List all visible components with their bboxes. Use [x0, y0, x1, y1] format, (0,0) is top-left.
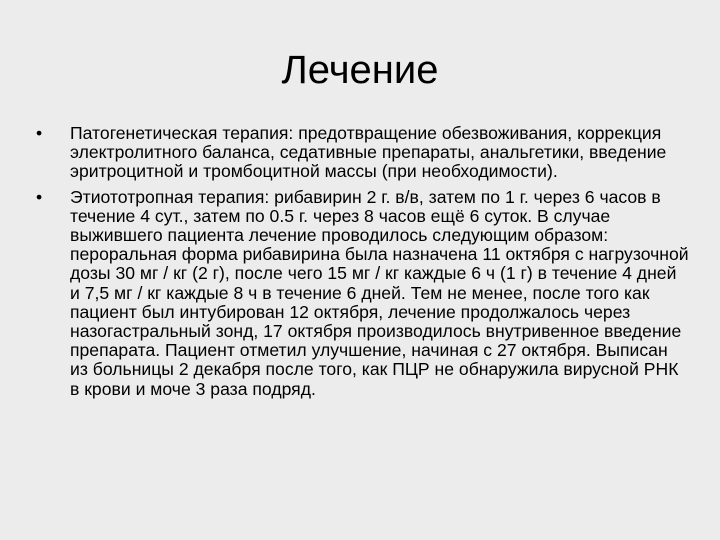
slide-title: Лечение	[281, 48, 439, 92]
bullet-list	[36, 124, 690, 405]
bullet-text: Патогенетическая терапия: предотвращение обезвоживания, коррекция электролитного баланса, седативные препараты, анальгетики, введение эритроцитной и тромбоцитной массы (при необходимости).	[70, 123, 667, 182]
bullet-icon: •	[36, 186, 43, 207]
bullet-icon: •	[36, 123, 43, 143]
bullet-item	[36, 188, 690, 399]
bullet-item	[36, 124, 690, 182]
bullet-text: Этиототропная терапия: рибавирин 2 г. в/в, затем по 1 г. через 6 часов в течение 4 сут., затем по 0.5 г. через 8 часов ещё 6 суток. В случае выжившего пациента лечение проводилось следующим образом: пероральная форма рибавирина была назначена 11 октября с нагрузочной дозы 30 мг / кг (2 г), после чего 15 мг / кг каждые 6 ч (1 г) в течение 4 дней и 7,5 мг / кг каждые 8 ч в течение 6 дней. Тем не менее, после того как пациент был интубирован 12 октября, лечение продолжалось через назогастральный зонд, 17 октября производилось внутривенное введение препарата. Пациент отметил улучшение, начиная с 27 октября. Выписан из больницы 2 декабря после того, как ПЦР не обнаружила вирусной РНК в крови и моче 3 раза подряд.	[70, 186, 689, 399]
